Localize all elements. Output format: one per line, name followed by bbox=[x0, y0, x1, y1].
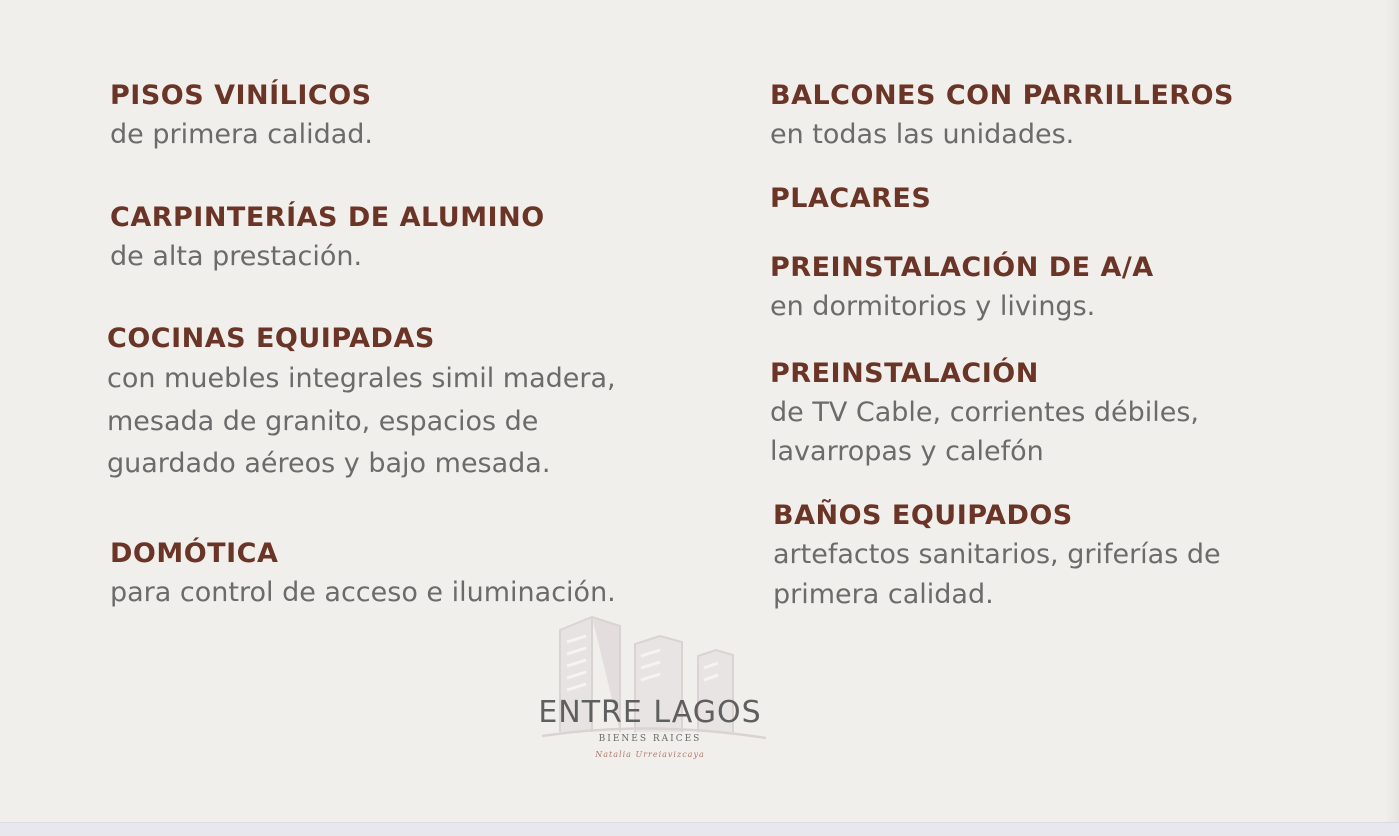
feature-title: BAÑOS EQUIPADOS bbox=[773, 500, 1073, 531]
feature-description: de alta prestación. bbox=[110, 241, 363, 272]
feature-description: de primera calidad. bbox=[110, 119, 374, 150]
feature-description-line-3: guardado aéreos y bajo mesada. bbox=[107, 448, 551, 479]
feature-description: en dormitorios y livings. bbox=[770, 291, 1096, 322]
logo-signature: Natalia Urreiavizcaya bbox=[595, 750, 705, 759]
feature-description-line-2: mesada de granito, espacios de bbox=[107, 405, 539, 437]
feature-description-line-1: de TV Cable, corrientes débiles, bbox=[770, 397, 1200, 428]
feature-title: BALCONES CON PARRILLEROS bbox=[770, 80, 1234, 111]
feature-banos-equipados bbox=[773, 497, 1221, 615]
logo-subtitle: BIENES RAICES bbox=[598, 734, 702, 744]
feature-description-line-2: primera calidad. bbox=[773, 579, 994, 610]
page-edge-shadow bbox=[1385, 0, 1399, 822]
feature-preinstalacion-tv bbox=[770, 355, 1199, 471]
feature-title: COCINAS EQUIPADAS bbox=[107, 323, 435, 354]
feature-description: para control de acceso e iluminación. bbox=[110, 577, 616, 608]
feature-title: PISOS VINÍLICOS bbox=[110, 80, 372, 111]
feature-cocinas-equipadas bbox=[107, 320, 616, 486]
feature-title: DOMÓTICA bbox=[110, 538, 279, 569]
bottom-border bbox=[0, 822, 1399, 836]
feature-description-line-1: artefactos sanitarios, griferías de bbox=[773, 539, 1221, 570]
feature-balcones bbox=[770, 77, 1234, 155]
feature-description-line-1: con muebles integrales simil madera, bbox=[107, 363, 616, 394]
feature-description: en todas las unidades. bbox=[770, 119, 1075, 150]
feature-carpinterias bbox=[110, 199, 545, 277]
feature-title: PREINSTALACIÓN DE A/A bbox=[770, 252, 1154, 283]
feature-description-line-2: lavarropas y calefón bbox=[770, 436, 1044, 467]
feature-title: CARPINTERÍAS DE ALUMINO bbox=[110, 202, 545, 233]
feature-title: PLACARES bbox=[770, 183, 932, 214]
logo-name: ENTRE LAGOS bbox=[538, 695, 762, 730]
feature-placares bbox=[770, 180, 931, 218]
feature-pisos-vinilicos bbox=[110, 77, 373, 155]
feature-domotica bbox=[110, 535, 616, 613]
entre-lagos-logo bbox=[520, 612, 780, 772]
feature-preinstalacion-aa bbox=[770, 249, 1154, 327]
feature-title: PREINSTALACIÓN bbox=[770, 358, 1039, 389]
